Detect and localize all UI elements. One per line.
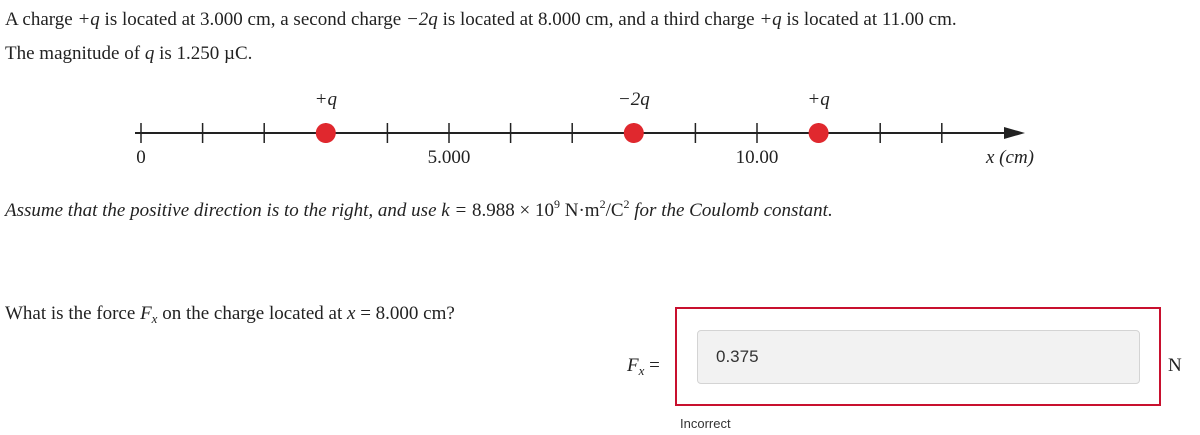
axis-label: x (cm)	[986, 147, 1034, 168]
force-subscript: x	[151, 311, 158, 326]
charge-symbol: −2q	[405, 9, 438, 30]
problem-text: The magnitude of	[5, 43, 145, 64]
status-message: Incorrect	[680, 416, 731, 431]
constant-unit: /C	[605, 200, 624, 221]
assumption-text	[5, 197, 833, 222]
tick-label: 10.00	[735, 147, 779, 168]
constant-unit-exponent: 2	[623, 197, 630, 211]
force-symbol: F	[140, 303, 152, 324]
problem-text: is located at 11.00 cm.	[781, 9, 957, 30]
question-part: = 8.000 cm?	[355, 303, 455, 324]
tick-label: 0	[136, 147, 146, 168]
constant-unit: N·m	[559, 200, 600, 221]
tick-labels	[136, 147, 778, 168]
answer-label	[627, 355, 660, 377]
problem-text: A charge	[5, 9, 78, 30]
problem-statement	[5, 3, 1195, 71]
problem-text: is located at 8.000 cm, and a third charge	[437, 9, 760, 30]
answer-unit: N	[1168, 355, 1182, 376]
charge-symbol: +q	[759, 9, 782, 30]
problem-text: is located at 3.000 cm, a second charge	[99, 9, 406, 30]
charge-labels	[315, 89, 831, 110]
charge-dot	[624, 123, 644, 143]
charge-label: −2q	[617, 89, 650, 110]
question-text	[5, 303, 455, 325]
equals-sign: =	[644, 355, 660, 376]
force-symbol: F	[627, 355, 639, 376]
assumption-part: Assume that the positive direction is to the right, and use k =	[5, 200, 473, 221]
charge-dot	[316, 123, 336, 143]
answer-input[interactable]: 0.375	[697, 330, 1140, 384]
charge-symbol: q	[144, 43, 155, 64]
axis-arrow	[1004, 127, 1025, 139]
constant-unit-exponent: 2	[599, 197, 606, 211]
question-part: on the charge located at	[157, 303, 348, 324]
charge-symbol: +q	[77, 9, 100, 30]
coulomb-constant	[472, 197, 630, 221]
constant-mantissa: 8.988 × 10	[472, 200, 554, 221]
charge-dot	[809, 123, 829, 143]
charge-label: +q	[807, 89, 830, 110]
constant-exponent: 9	[553, 197, 560, 211]
problem-line-2	[5, 37, 1195, 71]
assumption-part: for the Coulomb constant.	[629, 200, 833, 221]
problem-text: is 1.250 µC.	[154, 43, 253, 64]
problem-line-1	[5, 3, 1195, 37]
charge-label: +q	[314, 89, 337, 110]
number-line-diagram	[0, 85, 1200, 195]
tick-label: 5.000	[427, 147, 471, 168]
position-symbol: x	[347, 303, 356, 324]
question-part: What is the force	[5, 303, 141, 324]
force-subscript: x	[638, 363, 645, 378]
